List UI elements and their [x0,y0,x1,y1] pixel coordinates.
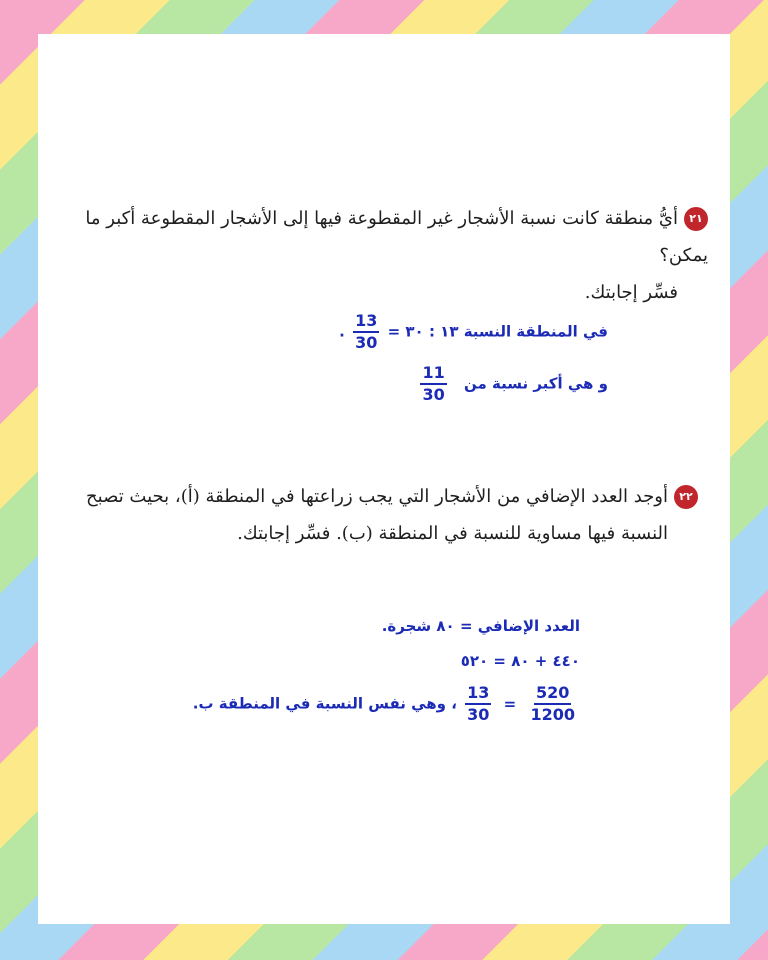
answer-22-line-3 [193,684,580,724]
answer-21-line-1 [339,312,608,352]
fraction-numerator: 520 [534,684,571,705]
question-21-text-line-1: أيُّ منطقة كانت نسبة الأشجار غير المقطوعة فيها إلى الأشجار المقطوعة أكبر ما يمكن؟ [85,208,708,266]
answer-22-fraction-b [465,684,491,724]
question-21 [48,200,708,311]
answer-22-line-1: العدد الإضافي = ٨٠ شجرة. [381,617,580,635]
question-22-line-1 [58,478,698,515]
fraction-denominator: 1200 [530,705,575,724]
answer-21-fraction-1 [353,312,379,352]
answer-21-line-2 [417,364,608,404]
answer-22-line-3-text: ، وهي نفس النسبة في المنطقة ب. [192,694,457,713]
fraction-numerator: 13 [465,684,491,705]
equals-sign: = [503,694,517,713]
answer-21-line-1-text: في المنطقة النسبة ١٣ : ٣٠ = [387,322,608,341]
answer-22-line-2: ٤٤٠ + ٨٠ = ٥٢٠ [460,652,580,670]
question-22 [58,478,698,552]
question-21-text-line-2: فسِّر إجابتك. [584,282,678,303]
fraction-numerator: 11 [420,364,446,385]
answer-21-fraction-2 [420,364,446,404]
question-22-text-line-2: النسبة فيها مساوية للنسبة في المنطقة (ب). فسِّر إجابتك. [237,523,668,544]
fraction-denominator: 30 [467,705,490,724]
question-22-number-badge: ٢٢ [674,485,698,509]
fraction-denominator: 30 [355,333,378,352]
question-21-line-1 [48,200,708,274]
question-21-number-badge: ٢١ [684,207,708,231]
answer-22-fraction-a [528,684,577,724]
fraction-denominator: 30 [422,385,445,404]
answer-21-line-2-text: و هي أكبر نسبة من [463,374,608,393]
question-22-text-line-1: أوجد العدد الإضافي من الأشجار التي يجب زراعتها في المنطقة (أ)، بحيث تصبح [86,486,668,507]
fraction-numerator: 13 [353,312,379,333]
answer-21-line-1-end: . [339,322,345,341]
